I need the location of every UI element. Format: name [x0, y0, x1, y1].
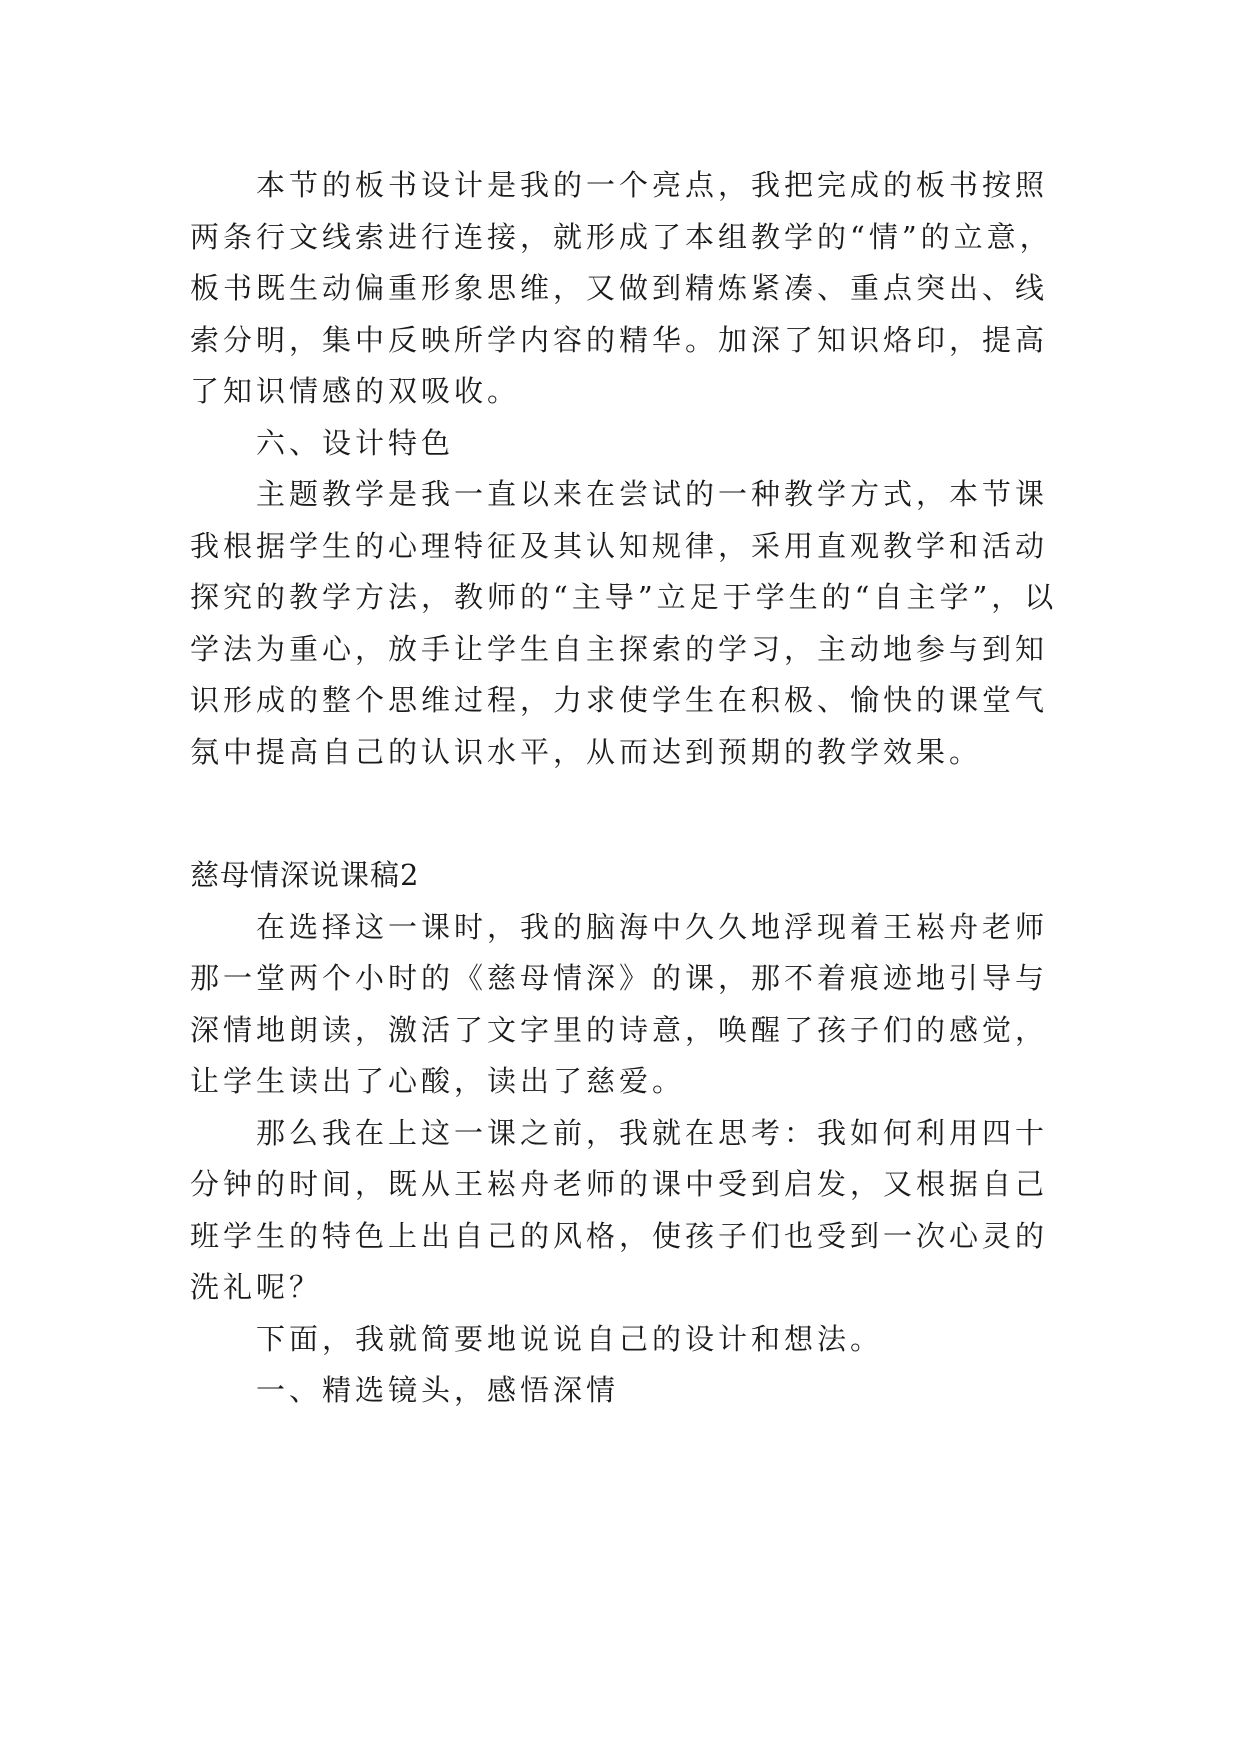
heading-design-features: 六、设计特色	[256, 425, 455, 460]
paragraph-lesson-choice: 在选择这一课时，我的脑海中久久地浮现着王崧舟老师那一堂两个小时的《慈母情深》的课，那不着痕迹地引导与深情地朗读，激活了文字里的诗意，唤醒了孩子们的感觉，让学生读出了心酸，读出了慈爱。	[190, 909, 1049, 1098]
document-body	[190, 160, 1070, 1417]
paragraph-board-design: 本节的板书设计是我的一个亮点，我把完成的板书按照两条行文线索进行连接，就形成了本组教学的“情”的立意，板书既生动偏重形象思维，又做到精炼紧凑、重点突出、线索分明，集中反映所学内容的精华。加深了知识烙印，提高了知识情感的双吸收。	[190, 168, 1053, 408]
paragraph-intro: 下面，我就简要地说说自己的设计和想法。	[256, 1321, 884, 1356]
section-gap	[190, 778, 1070, 850]
paragraph-thinking: 那么我在上这一课之前，我就在思考：我如何利用四十分钟的时间，既从王崧舟老师的课中受到启发，又根据自己班学生的特色上出自己的风格，使孩子们也受到一次心灵的洗礼呢？	[190, 1115, 1049, 1304]
heading-select-scenes: 一、精选镜头，感悟深情	[256, 1373, 620, 1407]
paragraph-theme-teaching: 主题教学是我一直以来在尝试的一种教学方式，本节课我根据学生的心理特征及其认知规律，采用直观教学和活动探究的教学方法，教师的“主导”立足于学生的“自主学”，以学法为重心，放手让学生自主探索的学习，主动地参与到知识形成的整个思维过程，力求使学生在积极、愉快的课堂气氛中提高自己的认识水平，从而达到预期的教学效果。	[190, 477, 1058, 769]
section-title: 慈母情深说课稿2	[190, 858, 420, 892]
